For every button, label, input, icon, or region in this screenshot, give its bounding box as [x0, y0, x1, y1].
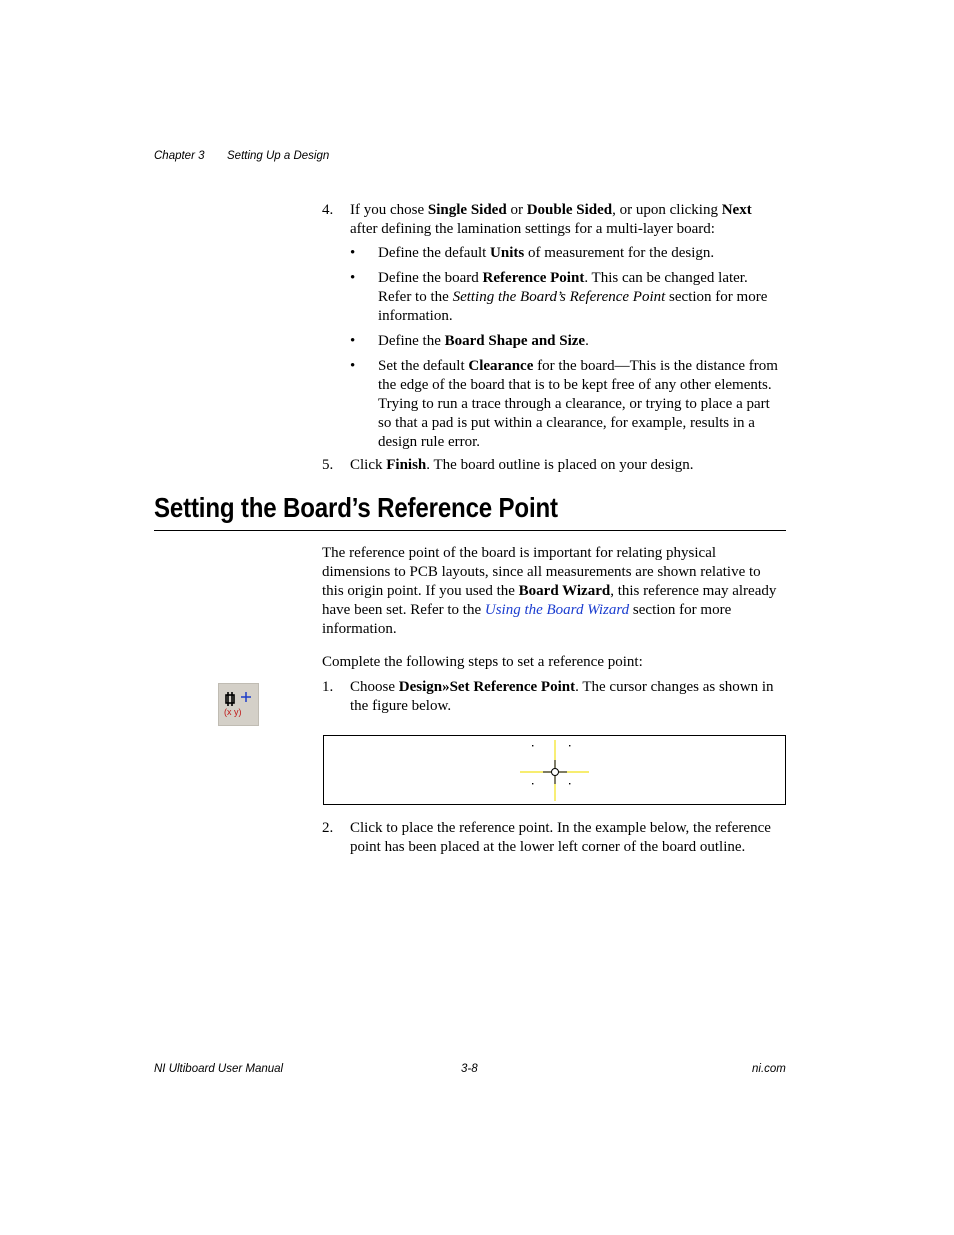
text-run: of measurement for the design.	[524, 245, 715, 261]
chapter-title: Setting Up a Design	[227, 150, 330, 162]
text-run: point has been placed at the lower left corner of the board outline.	[350, 839, 746, 855]
text-run: section for more	[665, 289, 768, 305]
text-run: the edge of the board that is to be kept free of any other elements.	[378, 377, 772, 393]
bullet-marker: •	[350, 333, 356, 349]
text-run: section for more	[629, 602, 732, 618]
crosshair-cursor-graphic	[324, 736, 785, 804]
step-number: 5.	[322, 457, 334, 473]
text-run: Click	[350, 457, 387, 473]
step-number: 1.	[322, 679, 334, 695]
step-1-text	[350, 678, 790, 716]
text-run: Set the default	[378, 358, 469, 374]
text-run: Click to place the reference point. In the example below, the reference	[350, 820, 771, 836]
heading-rule	[154, 530, 786, 531]
bold-term: Board Wizard	[518, 583, 611, 599]
step-5-text	[350, 456, 790, 475]
text-run: information.	[322, 621, 397, 637]
bold-term: Board Shape and Size	[444, 333, 586, 349]
text-run: so that a pad is put within a clearance, for example, results in a	[378, 415, 755, 431]
text-run: Define the	[378, 333, 445, 349]
icon-coordinate-label: (x y)	[224, 707, 242, 717]
text-run: design rule error.	[378, 434, 481, 450]
text-run: Refer to the	[378, 289, 453, 305]
text-run: The reference point of the board is important for relating physical	[322, 545, 717, 561]
bold-term: Units	[490, 245, 525, 261]
bullet-item	[378, 269, 788, 326]
text-run: have been set. Refer to the	[322, 602, 485, 618]
bold-term: Finish	[386, 457, 427, 473]
bold-term: Next	[721, 202, 752, 218]
step-4-text	[350, 201, 790, 239]
bullet-marker: •	[350, 270, 356, 286]
text-run: after defining the lamination settings for a multi-layer board:	[350, 221, 715, 237]
text-run: If you chose	[350, 202, 428, 218]
bullet-item	[378, 244, 788, 263]
text-run: . This can be changed later.	[584, 270, 748, 286]
section-heading: Setting the Board’s Reference Point	[154, 492, 558, 523]
bold-term: Clearance	[468, 358, 534, 374]
bold-term: Double Sided	[526, 202, 613, 218]
bullet-item	[378, 357, 788, 452]
text-run: this origin point. If you used the	[322, 583, 519, 599]
bullet-marker: •	[350, 358, 356, 374]
text-run: dimensions to PCB layouts, since all measurements are shown relative to	[322, 564, 761, 580]
bullet-item	[378, 332, 788, 351]
bullet-marker: •	[350, 245, 356, 261]
text-run: .	[585, 333, 589, 349]
step-number: 4.	[322, 202, 334, 218]
text-run: Define the default	[378, 245, 491, 261]
text-run: or	[506, 202, 527, 218]
text-run: Choose	[350, 679, 399, 695]
text-run: information.	[378, 308, 453, 324]
step-number: 2.	[322, 820, 334, 836]
page-number: 3-8	[461, 1063, 478, 1075]
text-run: , or upon clicking	[612, 202, 722, 218]
text-run: Define the board	[378, 270, 483, 286]
intro-paragraph	[322, 544, 792, 639]
step-2-text	[350, 819, 790, 857]
text-run: . The cursor changes as shown in	[575, 679, 774, 695]
chapter-label: Chapter 3	[154, 150, 205, 162]
bold-term: Reference Point	[482, 270, 585, 286]
text-run: the figure below.	[350, 698, 452, 714]
bold-term: Single Sided	[427, 202, 507, 218]
footer-manual-title: NI Ultiboard User Manual	[154, 1063, 284, 1075]
text-run: . The board outline is placed on your design.	[426, 457, 694, 473]
cross-reference: Setting the Board’s Reference Point	[452, 289, 666, 305]
set-reference-point-icon	[218, 683, 259, 726]
text-run: Trying to run a trace through a clearance, or trying to place a part	[378, 396, 770, 412]
reference-point-icon-graphic	[219, 684, 260, 727]
footer-website: ni.com	[752, 1063, 786, 1075]
board-wizard-link[interactable]: Using the Board Wizard	[484, 602, 630, 618]
text-run: for the board—This is the distance from	[533, 358, 778, 374]
menu-path: Design»Set Reference Point	[398, 679, 576, 695]
text-run: , this reference may already	[610, 583, 777, 599]
steps-intro: Complete the following steps to set a reference point:	[322, 654, 643, 670]
cursor-figure	[323, 735, 786, 805]
